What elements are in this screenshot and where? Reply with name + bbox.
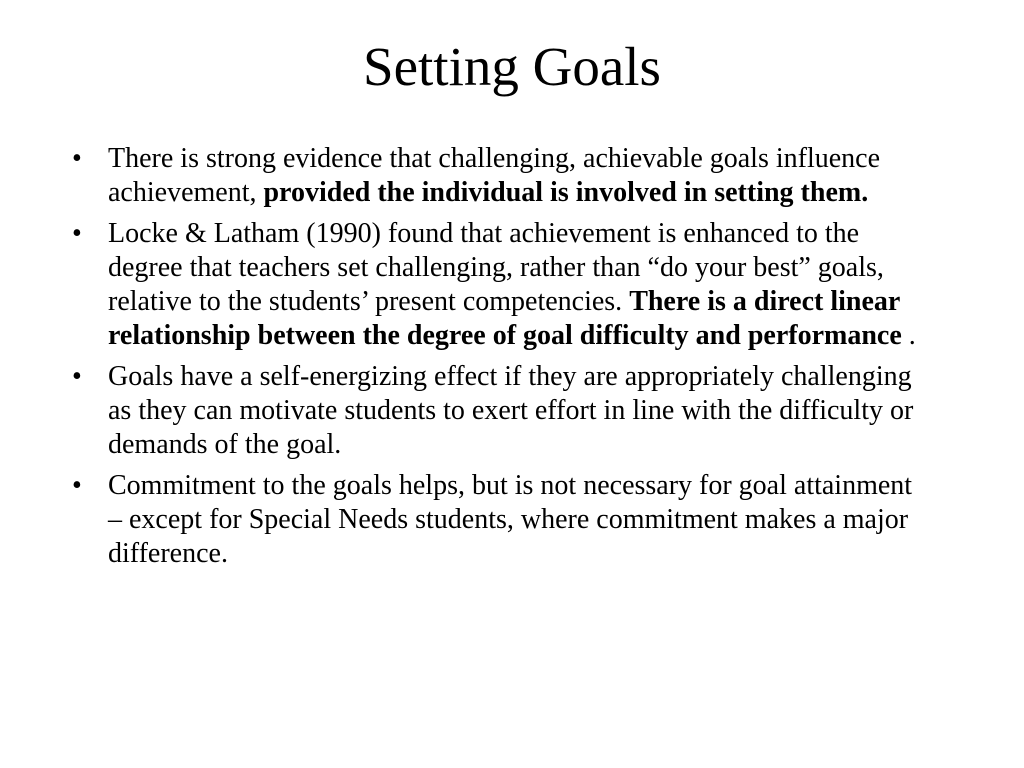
bullet-item xyxy=(72,360,932,462)
bullet-marker: • xyxy=(72,361,82,392)
bullet-bold-text: There is a direct linear relationship between the degree of goal difficulty and performance xyxy=(108,286,902,351)
bullet-text: Commitment to the goals helps, but is not necessary for goal attainment – except for Special Needs students, where commitment makes a major difference. xyxy=(108,470,913,569)
bullet-marker: • xyxy=(72,218,82,249)
bullet-marker: • xyxy=(72,470,82,501)
bullet-text: There is strong evidence that challenging, achievable goals influence achievement, xyxy=(108,143,881,208)
bullet-list xyxy=(72,142,932,578)
slide-title: Setting Goals xyxy=(363,36,661,97)
bullet-item xyxy=(72,469,932,571)
bullet-marker: • xyxy=(72,143,82,174)
bullet-item xyxy=(72,217,932,353)
bullet-tail-text: . xyxy=(901,320,916,351)
bullet-item xyxy=(72,142,932,210)
bullet-text: Locke & Latham (1990) found that achievement is enhanced to the degree that teachers set challenging, rather than “do your best” goals, relative to the students’ present competencies. xyxy=(108,218,884,317)
bullet-bold-text: provided the individual is involved in setting them. xyxy=(263,177,869,208)
bullet-text: Goals have a self-energizing effect if they are appropriately challenging as they can motivate students to exert effort in line with the difficulty or demands of the goal. xyxy=(108,361,914,460)
